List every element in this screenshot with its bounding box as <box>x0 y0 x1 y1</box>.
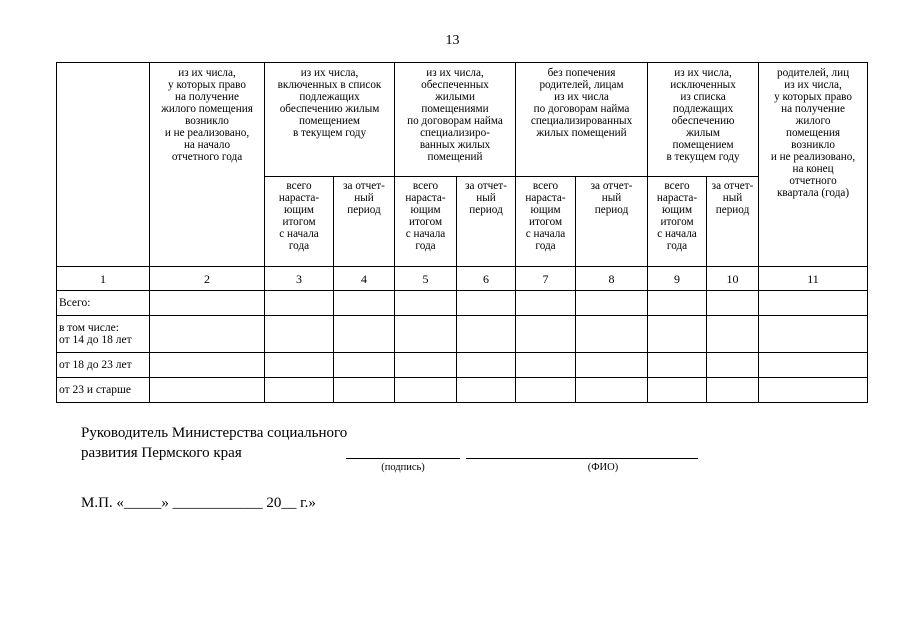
subheader-col-8: за отчет- ный период <box>576 177 648 267</box>
column-number-2: 2 <box>150 267 265 291</box>
signature-line <box>346 458 460 459</box>
subheader-col-9: всего нараста- ющим итогом с начала года <box>648 177 707 267</box>
header-group-3-4: из их числа, включенных в список подлежащих обеспечению жилым помещением в текущем году <box>265 63 395 177</box>
row-label-18-23: от 18 до 23 лет <box>57 353 150 378</box>
row-label-14-18: в том числе: от 14 до 18 лет <box>57 316 150 353</box>
column-number-9: 9 <box>648 267 707 291</box>
header-group-5-6: из их числа, обеспеченных жилыми помещениями по договорам найма специализиро- ванных жилых помещений <box>395 63 516 177</box>
table-cell[interactable] <box>707 291 759 316</box>
table-cell[interactable] <box>150 353 265 378</box>
table-cell[interactable] <box>265 316 334 353</box>
column-number-10: 10 <box>707 267 759 291</box>
subheader-col-3: всего нараста- ющим итогом с начала года <box>265 177 334 267</box>
signature-caption: (подпись) <box>381 462 425 473</box>
table-cell[interactable] <box>576 353 648 378</box>
table-cell[interactable] <box>759 378 868 403</box>
subheader-col-4: за отчет- ный период <box>334 177 395 267</box>
table-cell[interactable] <box>150 378 265 403</box>
table-cell[interactable] <box>265 353 334 378</box>
table-cell[interactable] <box>707 316 759 353</box>
subheader-col-6: за отчет- ный период <box>457 177 516 267</box>
subheader-col-5: всего нараста- ющим итогом с начала года <box>395 177 457 267</box>
row-label-23-plus: от 23 и старше <box>57 378 150 403</box>
header-col-2: из их числа, у которых право на получение жилого помещения возникло и не реализовано, на начало отчетного года <box>150 63 265 267</box>
table-cell[interactable] <box>265 291 334 316</box>
table-cell[interactable] <box>648 316 707 353</box>
table-cell[interactable] <box>457 291 516 316</box>
table-cell[interactable] <box>648 353 707 378</box>
report-table <box>56 62 868 403</box>
signatory-title: Руководитель Министерства социального развития Пермского края <box>81 425 348 461</box>
table-cell[interactable] <box>395 291 457 316</box>
column-number-11: 11 <box>759 267 868 291</box>
table-cell[interactable] <box>759 353 868 378</box>
table-cell[interactable] <box>457 353 516 378</box>
column-number-1: 1 <box>57 267 150 291</box>
table-cell[interactable] <box>334 316 395 353</box>
column-number-8: 8 <box>576 267 648 291</box>
name-line <box>466 458 698 459</box>
table-cell[interactable] <box>334 353 395 378</box>
table-cell[interactable] <box>516 291 576 316</box>
name-caption: (ФИО) <box>587 462 619 473</box>
page-number: 13 <box>445 33 460 48</box>
column-number-7: 7 <box>516 267 576 291</box>
table-cell[interactable] <box>457 378 516 403</box>
table-cell[interactable] <box>707 378 759 403</box>
table-cell[interactable] <box>395 378 457 403</box>
table-cell[interactable] <box>395 316 457 353</box>
column-number-5: 5 <box>395 267 457 291</box>
stamp-date-line: М.П. «_____» ____________ 20__ г.» <box>81 495 316 511</box>
table-cell[interactable] <box>516 378 576 403</box>
column-number-4: 4 <box>334 267 395 291</box>
table-cell[interactable] <box>395 353 457 378</box>
header-group-7-8: без попечения родителей, лицам из их числа по договорам найма специализированных жилых помещений <box>516 63 648 177</box>
column-number-6: 6 <box>457 267 516 291</box>
table-cell[interactable] <box>648 378 707 403</box>
column-number-3: 3 <box>265 267 334 291</box>
table-cell[interactable] <box>150 291 265 316</box>
row-label-total: Всего: <box>57 291 150 316</box>
table-cell[interactable] <box>576 378 648 403</box>
table-cell[interactable] <box>516 316 576 353</box>
table-cell[interactable] <box>265 378 334 403</box>
subheader-col-7: всего нараста- ющим итогом с начала года <box>516 177 576 267</box>
table-cell[interactable] <box>334 378 395 403</box>
table-cell[interactable] <box>707 353 759 378</box>
table-cell[interactable] <box>334 291 395 316</box>
subheader-col-10: за отчет- ный период <box>707 177 759 267</box>
table-cell[interactable] <box>516 353 576 378</box>
header-group-9-10: из их числа, исключенных из списка подлежащих обеспечению жилым помещением в текущем году <box>648 63 759 177</box>
table-cell[interactable] <box>576 316 648 353</box>
table-cell[interactable] <box>576 291 648 316</box>
header-col-1 <box>57 63 150 267</box>
table-cell[interactable] <box>759 291 868 316</box>
table-cell[interactable] <box>457 316 516 353</box>
table-cell[interactable] <box>648 291 707 316</box>
table-cell[interactable] <box>150 316 265 353</box>
table-cell[interactable] <box>759 316 868 353</box>
header-col-11: родителей, лиц из их числа, у которых право на получение жилого помещения возникло и не реализовано, на конец отчетного квартала (года) <box>759 63 868 267</box>
